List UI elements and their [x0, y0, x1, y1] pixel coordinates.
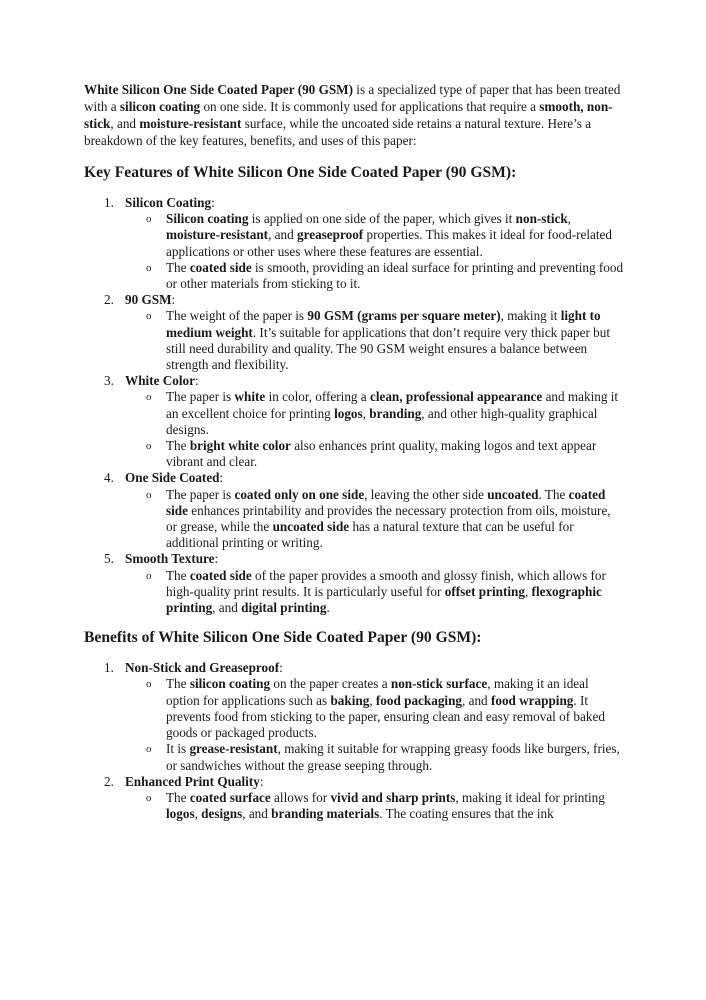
bold-text: non-stick surface	[390, 676, 488, 692]
section-heading: Benefits of White Silicon One Side Coated Paper (90 GSM):	[84, 629, 482, 647]
bold-text: coated side	[189, 567, 252, 583]
bold-text: Silicon coating	[166, 211, 249, 227]
item-title-suffix: :	[211, 195, 215, 210]
text-run: , and	[462, 692, 491, 708]
text-run: is a specialized type of paper that has been treated with a	[84, 82, 621, 114]
hollow-bullet-icon: o	[146, 391, 152, 404]
item-title-suffix: :	[194, 373, 199, 389]
item-title: 90 GSM	[125, 292, 172, 308]
bold-text: 90 GSM (grams per square meter)	[307, 308, 501, 324]
text-run: on one side. It is commonly used for applications that require a	[200, 99, 540, 114]
bullet-item	[125, 790, 624, 822]
sections	[84, 163, 624, 822]
text-run: , leaving the other side	[364, 486, 488, 502]
bullet-item	[125, 308, 624, 373]
numbered-list-item	[84, 195, 624, 292]
hollow-bullet-icon: o	[146, 791, 152, 804]
numbered-list-item	[84, 551, 624, 616]
bold-text: flexographic printing	[166, 583, 602, 616]
bullet-list	[125, 308, 624, 373]
numbered-list	[84, 660, 624, 822]
item-title: Silicon Coating	[125, 195, 212, 210]
text-run: ,	[369, 692, 376, 708]
bullet-list	[125, 487, 624, 552]
text-run: The paper is	[166, 486, 235, 502]
bullet-list	[125, 389, 624, 470]
bullet-list	[125, 790, 624, 822]
bold-text: silicon coating	[189, 676, 271, 692]
bullet-item	[125, 438, 624, 470]
bold-text: smooth, non-stick	[84, 99, 613, 131]
bold-text: grease-resistant	[189, 741, 278, 757]
list-number: 1.	[104, 195, 114, 210]
bold-text: vivid and sharp prints	[330, 789, 456, 805]
text-run: , and	[268, 227, 298, 243]
item-title-suffix: :	[259, 773, 264, 789]
list-number: 1.	[104, 660, 114, 676]
hollow-bullet-icon: o	[146, 743, 152, 756]
item-title-suffix: :	[279, 660, 283, 676]
list-number: 2.	[104, 773, 114, 789]
bold-text: non-stick	[515, 211, 568, 227]
bold-text: food wrapping	[490, 692, 574, 708]
text-run: enhances printability and provides the necessary protection from oils, moisture, or grease, while the	[166, 502, 611, 535]
bold-text: bright white color	[189, 438, 291, 454]
item-title: White Color	[125, 373, 195, 389]
bold-text: coated surface	[189, 789, 271, 805]
bold-text: logos	[334, 405, 363, 421]
text-run: The	[166, 789, 190, 805]
bullet-item	[125, 487, 624, 552]
bold-text: greaseproof	[297, 227, 364, 243]
text-run: is applied on one side of the paper, which gives it	[248, 211, 516, 227]
text-run: on the paper creates a	[270, 676, 391, 692]
numbered-list-item	[84, 774, 624, 823]
item-title-suffix: :	[171, 292, 176, 308]
text-run: . The	[538, 486, 569, 502]
bullet-item	[125, 211, 624, 260]
bold-text: silicon coating	[119, 99, 201, 114]
text-run: . It’s suitable for applications that don’t require very thick paper but still need durability and quality. The 90 GSM weight ensures a balance between strength and flexibility.	[166, 324, 611, 373]
text-run: The paper is	[166, 389, 235, 405]
numbered-list-item	[84, 292, 624, 373]
item-title: Enhanced Print Quality	[125, 773, 260, 789]
item-title-suffix: :	[219, 470, 224, 486]
bold-text: moisture-resistant	[166, 227, 269, 243]
list-number: 2.	[104, 292, 114, 308]
bullet-item	[125, 568, 624, 617]
bold-text: digital printing	[241, 600, 327, 616]
text-run: The	[166, 676, 190, 692]
bold-text: coated side	[166, 486, 606, 518]
text-run: The	[166, 259, 190, 275]
text-run: is smooth, providing an ideal surface for printing and preventing food or other materials from sticking to it.	[166, 259, 624, 292]
numbered-list	[84, 195, 624, 616]
hollow-bullet-icon: o	[146, 440, 152, 453]
text-run: ,	[194, 806, 202, 822]
bold-text: moisture-resistant	[139, 116, 242, 131]
text-run: of the paper provides a smooth and glossy finish, which allows for high-quality print results. It is particularly useful for	[166, 567, 606, 599]
bold-text: light to medium weight	[166, 308, 601, 340]
text-run: . It prevents food from sticking to the paper, ensuring clean and easy removal of baked goods or packaged products.	[166, 692, 605, 741]
bold-text: logos	[166, 806, 195, 822]
bold-text: branding	[369, 405, 422, 421]
bold-text: uncoated	[487, 486, 539, 502]
list-number: 4.	[104, 470, 114, 486]
bold-text: White Silicon One Side Coated Paper (90 GSM)	[84, 82, 353, 97]
item-title: One Side Coated	[125, 470, 220, 486]
text-run: also enhances print quality, making logos and text appear vibrant and clear.	[166, 438, 597, 470]
bullet-item	[125, 260, 624, 292]
text-run: . The coating ensures that the ink	[379, 806, 554, 822]
intro-paragraph	[84, 81, 624, 149]
hollow-bullet-icon: o	[146, 488, 152, 501]
bold-text: food packaging	[375, 692, 463, 708]
numbered-list-item	[84, 373, 624, 470]
text-run: , and	[212, 600, 242, 616]
text-run: The	[166, 438, 190, 454]
bold-text: clean, professional appearance	[369, 389, 543, 405]
text-run: has a natural texture that can be useful for additional printing or writing.	[166, 519, 574, 551]
text-run: , making it	[500, 308, 561, 324]
document-body	[84, 81, 624, 822]
text-run: The	[166, 567, 190, 583]
text-run: ,	[362, 405, 370, 421]
bold-text: offset printing	[444, 583, 525, 599]
text-run: ,	[524, 583, 532, 599]
bullet-item	[125, 676, 624, 741]
bullet-item	[125, 741, 624, 773]
section-heading: Key Features of White Silicon One Side Coated Paper (90 GSM):	[84, 164, 517, 181]
text-run: in color, offering a	[265, 389, 370, 405]
bullet-item	[125, 389, 624, 438]
hollow-bullet-icon: o	[146, 310, 152, 323]
text-run: The weight of the paper is	[166, 308, 308, 324]
bold-text: white	[234, 389, 266, 405]
hollow-bullet-icon: o	[146, 261, 152, 274]
item-title: Smooth Texture	[125, 551, 215, 567]
bold-text: coated side	[189, 259, 252, 275]
text-run: , making it suitable for wrapping greasy foods like burgers, fries, or sandwiches without the grease seeping through.	[166, 741, 620, 773]
text-run: and making it an excellent choice for printing	[166, 389, 619, 421]
text-run: , making it an ideal option for applications such as	[166, 676, 589, 708]
bold-text: uncoated side	[272, 519, 350, 535]
bold-text: baking	[330, 692, 370, 708]
item-title: Non-Stick and Greaseproof	[125, 660, 280, 676]
text-run: , and	[110, 116, 140, 131]
bold-text: designs	[201, 806, 243, 822]
numbered-list-item	[84, 660, 624, 773]
hollow-bullet-icon: o	[146, 678, 152, 691]
text-run: , and	[242, 806, 272, 822]
text-run: ,	[567, 211, 571, 227]
text-run: .	[326, 600, 330, 616]
bullet-list	[125, 568, 624, 617]
text-run: allows for	[270, 789, 331, 805]
bold-text: branding materials	[271, 806, 380, 822]
bold-text: coated only on one side	[234, 486, 365, 502]
list-number: 5.	[104, 551, 114, 567]
text-run: properties. This makes it ideal for food-related applications or other uses where these features are essential.	[166, 227, 612, 259]
hollow-bullet-icon: o	[146, 213, 152, 226]
bullet-list	[125, 676, 624, 773]
numbered-list-item	[84, 470, 624, 551]
text-run: , making it ideal for printing	[455, 789, 605, 805]
item-title-suffix: :	[214, 551, 219, 567]
hollow-bullet-icon: o	[146, 569, 152, 582]
bullet-list	[125, 211, 624, 292]
text-run: surface, while the uncoated side retains a natural texture. Here’s a breakdown of the key features, benefits, and uses of this paper:	[84, 116, 592, 148]
text-run: It is	[166, 741, 190, 757]
list-number: 3.	[104, 373, 114, 389]
text-run: , and other high-quality graphical designs.	[166, 405, 598, 437]
